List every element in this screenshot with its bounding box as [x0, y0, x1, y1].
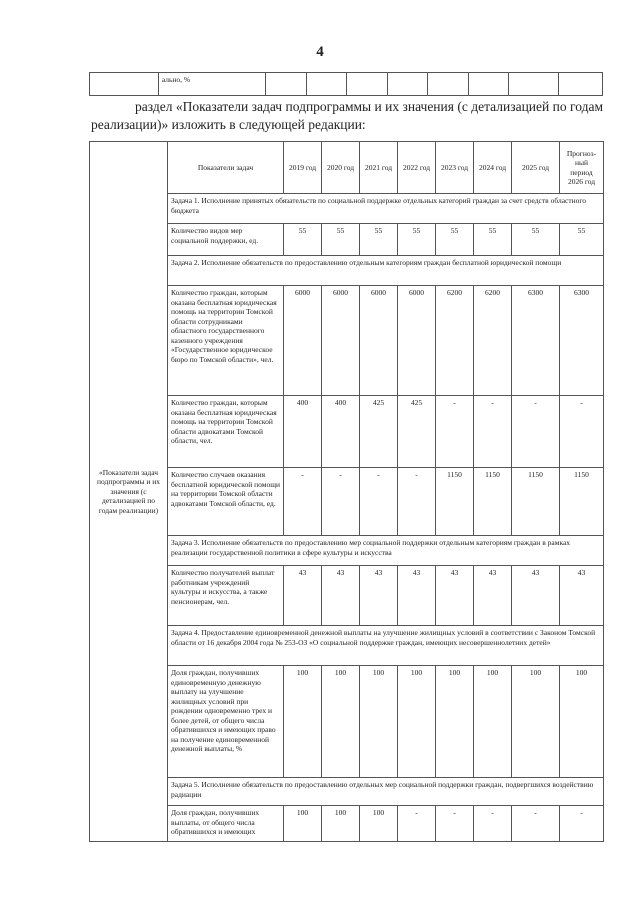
indicator-value: -: [322, 468, 360, 536]
indicator-value: 6000: [360, 286, 398, 396]
indicator-name: Количество видов мер социальной поддержки, ед.: [168, 224, 284, 256]
task-row: [90, 626, 604, 666]
task-row: [90, 536, 604, 566]
indicator-value: -: [560, 396, 604, 468]
indicator-value: 55: [398, 224, 436, 256]
header-year: 2021 год: [360, 142, 398, 194]
indicator-value: 6300: [560, 286, 604, 396]
indicator-value: 1150: [474, 468, 512, 536]
header-year: 2024 год: [474, 142, 512, 194]
table-cell: [468, 73, 509, 96]
indicator-value: 43: [284, 566, 322, 626]
indicator-value: 100: [284, 666, 322, 778]
indicator-value: 43: [474, 566, 512, 626]
task-title: Задача 4. Предоставление единовременной денежной выплаты на улучшение жилищных условий в соответствии с Законом Томской области от 16 декабря 2004 года № 253-ОЗ «О социальной поддержке граждан, имеющих несовершеннолетних детей»: [168, 626, 604, 666]
indicator-value: 425: [398, 396, 436, 468]
indicator-value: 55: [436, 224, 474, 256]
header-year: 2025 год: [512, 142, 560, 194]
indicator-value: -: [474, 396, 512, 468]
indicator-value: 100: [398, 666, 436, 778]
table-body: [90, 142, 604, 842]
header-year: 2023 год: [436, 142, 474, 194]
task-row: [90, 256, 604, 286]
task-row: [90, 194, 604, 224]
table-cell: [558, 73, 602, 96]
indicator-value: -: [436, 396, 474, 468]
table-cell: [509, 73, 558, 96]
indicator-name: Количество граждан, которым оказана бесплатная юридическая помощь на территории Томской области адвокатами Томской области, чел.: [168, 396, 284, 468]
header-year: 2020 год: [322, 142, 360, 194]
indicator-value: 6200: [436, 286, 474, 396]
indicator-value: 100: [284, 806, 322, 842]
indicator-value: 1150: [560, 468, 604, 536]
indicator-value: 55: [322, 224, 360, 256]
header-year: 2022 год: [398, 142, 436, 194]
indicator-row: [90, 806, 604, 842]
indicator-row: [90, 224, 604, 256]
intro-paragraph: раздел «Показатели задач подпрограммы и их значения (с детализацией по годам реализации)» изложить в следующей редакции:: [91, 99, 603, 132]
table-cell: [306, 73, 347, 96]
indicator-value: 55: [560, 224, 604, 256]
table-cell: [90, 73, 159, 96]
header-indicator: Показатели задач: [168, 142, 284, 194]
indicator-value: 400: [284, 396, 322, 468]
previous-table-fragment: [89, 72, 603, 96]
indicator-value: 6000: [284, 286, 322, 396]
indicator-row: [90, 396, 604, 468]
indicator-name: Доля граждан, получивших выплаты, от общего числа обратившихся и имеющих: [168, 806, 284, 842]
indicator-value: 55: [360, 224, 398, 256]
indicator-value: -: [360, 468, 398, 536]
indicator-value: 43: [398, 566, 436, 626]
task-title: Задача 3. Исполнение обязательств по предоставлению мер социальной поддержки отдельным категориям граждан в рамках реализации государственной политики в сфере культуры и искусства: [168, 536, 604, 566]
left-label-cell: «Показатели задач подпрограммы и их значения (с детализацией по годам реализации): [90, 142, 168, 842]
indicator-value: -: [512, 806, 560, 842]
table-header-row: [90, 142, 604, 194]
indicator-value: 6000: [322, 286, 360, 396]
indicator-value: 55: [474, 224, 512, 256]
indicator-row: [90, 566, 604, 626]
table-cell: [266, 73, 307, 96]
indicator-value: 1150: [436, 468, 474, 536]
indicator-value: -: [474, 806, 512, 842]
indicator-value: 100: [560, 666, 604, 778]
indicator-name: Доля граждан, получивших единовременную денежную выплату на улучшение жилищных условий при рождении одновременно трех и более детей, от общего числа обратившихся и имеющих право на получение единовременной денежной выплаты, %: [168, 666, 284, 778]
indicator-row: [90, 468, 604, 536]
indicator-value: -: [512, 396, 560, 468]
indicator-value: -: [398, 468, 436, 536]
table-cell: ально, %: [158, 73, 265, 96]
indicator-value: 55: [512, 224, 560, 256]
indicator-value: 400: [322, 396, 360, 468]
indicator-value: 100: [322, 806, 360, 842]
page-number: 4: [316, 44, 324, 60]
indicator-value: 43: [322, 566, 360, 626]
indicator-value: -: [398, 806, 436, 842]
indicator-value: 425: [360, 396, 398, 468]
table-row: [90, 73, 603, 96]
indicator-name: Количество граждан, которым оказана бесплатная юридическая помощь на территории Томской области сотрудниками областного государственного казенного учреждения «Государственное юридическое бюро по Томской области», чел.: [168, 286, 284, 396]
indicator-value: 43: [436, 566, 474, 626]
indicator-row: [90, 286, 604, 396]
indicator-value: 55: [284, 224, 322, 256]
indicator-value: 100: [322, 666, 360, 778]
task-title: Задача 1. Исполнение принятых обязательств по социальной поддержке отдельных категорий граждан за счет средств областного бюджета: [168, 194, 604, 224]
indicator-row: [90, 666, 604, 778]
table-cell: [387, 73, 428, 96]
indicator-value: 6000: [398, 286, 436, 396]
table-cell: [428, 73, 469, 96]
indicator-value: -: [560, 806, 604, 842]
indicator-value: 100: [360, 806, 398, 842]
task-title: Задача 2. Исполнение обязательств по предоставлению отдельным категориям граждан бесплатной юридической помощи: [168, 256, 604, 286]
indicator-value: -: [436, 806, 474, 842]
indicator-value: 100: [436, 666, 474, 778]
indicator-value: 1150: [512, 468, 560, 536]
indicator-value: 100: [360, 666, 398, 778]
indicator-value: 100: [512, 666, 560, 778]
indicators-table: [89, 141, 604, 842]
task-title: Задача 5. Исполнение обязательств по предоставлению отдельных мер социальной поддержки граждан, подвергшихся воздействию радиации: [168, 778, 604, 806]
indicator-name: Количество случаев оказания бесплатной юридической помощи на территории Томской области адвокатами Томской области, ед.: [168, 468, 284, 536]
header-year: Прогноз-ный период 2026 год: [560, 142, 604, 194]
table-cell: [347, 73, 388, 96]
indicator-value: 6300: [512, 286, 560, 396]
indicator-value: 43: [560, 566, 604, 626]
indicator-value: 43: [360, 566, 398, 626]
indicator-name: Количество получателей выплат работникам учреждений культуры и искусства, а также пенсионерам, чел.: [168, 566, 284, 626]
indicator-value: 6200: [474, 286, 512, 396]
indicator-value: -: [284, 468, 322, 536]
indicator-value: 43: [512, 566, 560, 626]
task-row: [90, 778, 604, 806]
indicator-value: 100: [474, 666, 512, 778]
header-year: 2019 год: [284, 142, 322, 194]
